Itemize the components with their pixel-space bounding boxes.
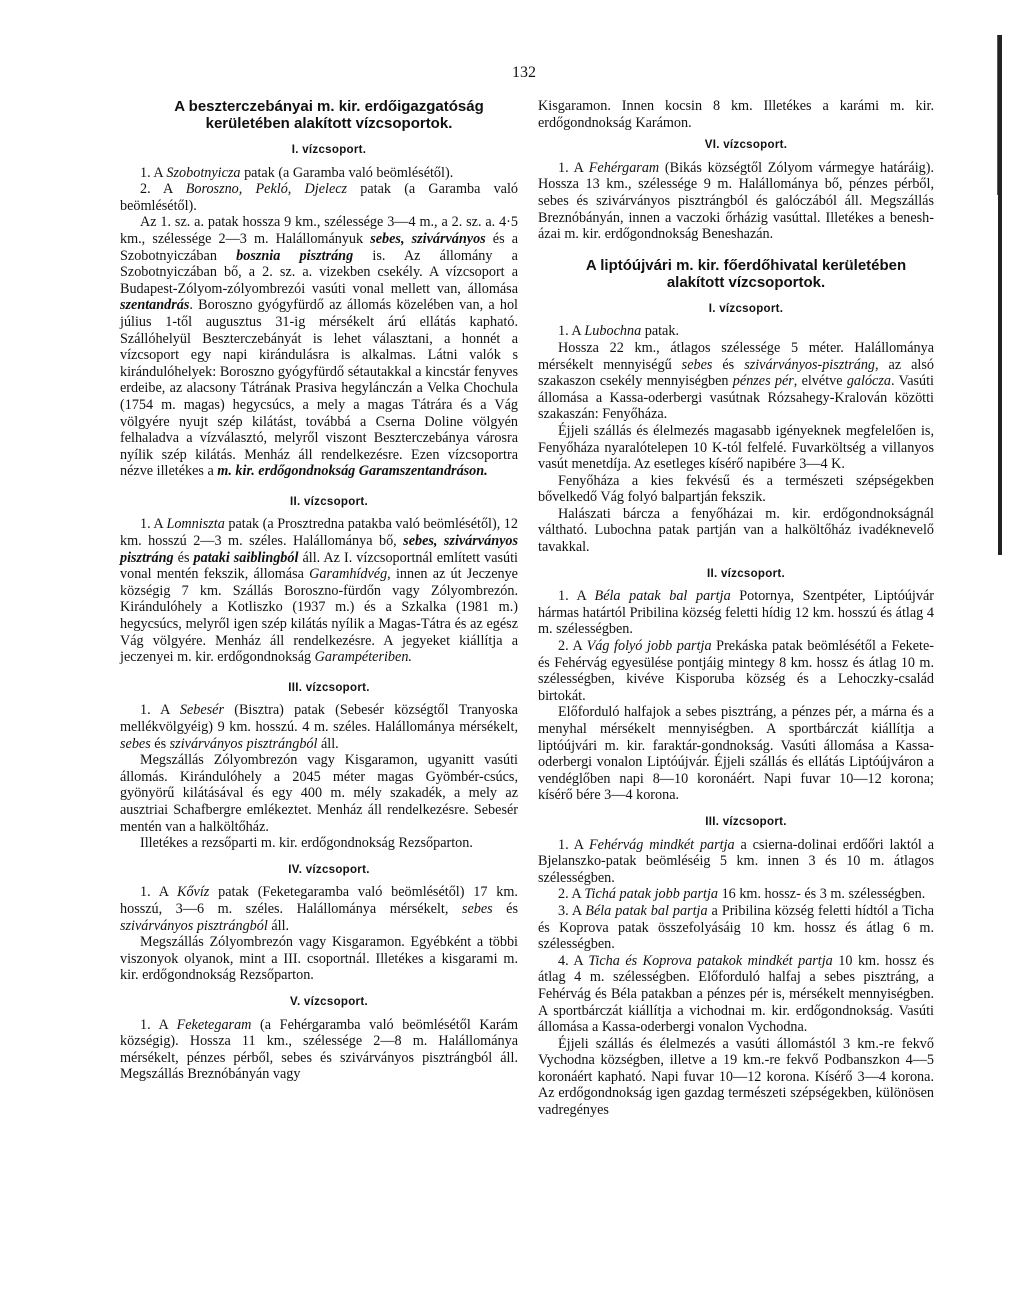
paragraph: Fenyőháza a kies fekvésű és a természeti szépségekben bővelkedő Vág folyó balpartján fekszik. [538,472,934,506]
paragraph: Az 1. sz. a. patak hossza 9 km., szélessége 3—4 m., a 2. sz. a. 4·5 km., szélessége 2—3 m. Halállományuk sebes, szivárványos és a Szobotnyiczában bosznia pisztráng is. Az állomány a Szobotnyiczában bő, a 2. sz. a. vizekben csekély. A vízcsoport a Budapest-Zólyom-zólyombrezói vasúti vonal mellett van, állomása szentandrás. Boroszno gyógyfürdő az állomás közelében van, a hol július 1-től augusztus 31-ig mérsékelt árú ellátás kapható. Szállóhelyül Beszterczebányát is lehet választani, a honnét a vízcsoport egy napi kirándulásra is alkalmas. Látni valók s kirándulóhelyek: Boroszno gyógyfürdő sétautakkal a kincstár fenyves erdeibe, az alacsony Tátrának Prasiva hegylánczán a Velka Chochula (1754 m. magas) hegycsúcs, a mely a magas Tátrára és a Vág völgyére nyujt szép kilátást, továbbá a Cserna Doline völgyén felhaladva a vízválasztó, melyről viszont Beszterczebánya városra nyílik szép kilátás. Menház áll rendelkezésre. Ezen vízcsoportra nézve illetékes a m. kir. erdőgondnokság Garamszentandráson. [120,214,518,480]
right-column [538,98,934,1119]
group-title: III. vízcsoport. [288,681,370,694]
group-title: I. vízcsoport. [708,302,784,315]
paragraph: 3. A Béla patak bal partja a Pribilina község feletti hídtól a Ticha és Koprova patak összefolyásáig 10 km. hossz és átlag 6 m. szélességben. [538,902,934,953]
paragraph: 1. A Feketegaram (a Fehérgaramba való beömlésétől Karám községig). Hossza 11 km., szélessége 2—8 m. Halállománya mérsékelt, pénzes pérből, sebes és szivárványos pisztrángból áll. Megszállás Breznóbányán vagy [120,1016,518,1083]
paragraph: Hossza 22 km., átlagos szélessége 5 méter. Halállománya mérsékelt mennyiségű sebes és szivárványos-pisztráng, az alsó szakaszon csekély mennyiségben pénzes pér, elvétve galócza. Vasúti állomása a Kassa-oderbergi vasútnak Rózsahegy-Kralován közötti szakaszán: Fenyőháza. [538,339,934,423]
paragraph: 1. A Kővíz patak (Feketegaramba való beömlésétől) 17 km. hosszú, 3—6 m. széles. Halállománya mérsékelt, sebes és szivárványos pisztrángból áll. [120,884,518,934]
group-title: III. vízcsoport. [705,815,787,828]
group-title: I. vízcsoport. [291,144,367,156]
paragraph: 2. A Vág folyó jobb partja Prekáska patak beömlésétől a Fekete- és Fehérvág egyesülése pontjáig mintegy 8 km. hossz és átlag 10 m. szélességben, kivéve Kisporuba község és a Lehoczky-család birtokát. [538,638,934,704]
paragraph: Halászati bárcza a fenyőházai m. kir. erdőgondnokságnál váltható. Lubochna patak partján van a halköltőház ivadéknevelő tavakkal. [538,505,934,556]
paragraph: Kisgaramon. Innen kocsin 8 km. Illetékes a karámi m. kir. erdőgondnokság Karámon. [538,98,934,131]
left-heading-line-1: A beszterczebányai m. kir. erdőigazgatóság [174,98,484,115]
paragraph: 1. A Lubochna patak. [558,323,679,340]
left-column [120,98,518,1083]
paragraph: Illetékes a rezsőparti m. kir. erdőgondnokság Rezsőparton. [140,835,473,852]
paragraph: Megszállás Zólyombrezón vagy Kisgaramon, ugyanitt vasúti állomás. Kirándulóhely a 2045 méter magas Gyömbér-csúcs, gyönyörű kilátásával és egy 400 m. mély szakadék, a mely az ausztriai Schafbergre emlékeztet. Menház áll rendelkezésre. Sebesér mentén van a halköltőház. [120,752,518,835]
paragraph: Megszállás Zólyombrezón vagy Kisgaramon. Egyébként a többi viszonyok olyanok, mint a III. csoportnál. Illetékes a kisgarami m. kir. erdőgondnokság Rezsőparton. [120,934,518,984]
right-heading-line-1: A liptóújvári m. kir. főerdőhivatal kerületében [585,256,907,274]
paragraph: 1. A Fehérvág mindkét partja a csierna-dolinai erdőőri laktól a Bjelanszko-patak beömléséig 5 km. innen 3 és 10 m. átlagos szélességben. [538,836,934,886]
scan-edge-mark [998,35,1002,555]
paragraph: 1. A Béla patak bal partja Potornya, Szentpéter, Liptóújvár hármas határtól Pribilina község feletti hídig 12 km. hosszú és átlag 4 m. szélességben. [538,588,934,638]
paragraph: 1. A Sebesér (Bisztra) patak (Sebesér községtől Tranyoska mellékvölgyéig) 9 km. hosszú. 4 m. széles. Halállománya mérsékelt, sebes és szivárványos pisztrángból áll. [120,702,518,752]
paragraph: 1. A Lomniszta patak (a Prosztredna patakba való beömlésétől), 12 km. hosszú 2—3 m. széles. Halállománya bő, sebes, szivárványos pisztráng és pataki saiblingból áll. Az I. vízcsoportnál említett vasúti vonal mentén fekszik, állomása Garamhídvég, innen az út Jeczenye községig 7 km. Szállás Boroszno-fürdőn vagy Zólyombrezón. Kirándulóhely a Kotliszko (1937 m.) és a Szkalka (1981 m.) hegycsúcs, melyről igen szép kilátás nyílik a Magas-Tátra és az egész Vág völgyére. Menház áll rendelkezésre. A jegyeket kiállítja a jeczenyei m. kir. erdőgondnokság Garampéteriben. [120,516,519,666]
paragraph: 2. A Tichá patak jobb partja 16 km. hossz- és 3 m. szélességben. [558,886,926,903]
group-title: V. vízcsoport. [290,995,368,1008]
paragraph: 1. A Fehérgaram (Bikás községtől Zólyom vármegye határáig). Hossza 13 km., szélessége 9 m. Halállománya bő, pénzes pérből, sebes és szivárványos pisztrángból és galóczából áll. Megszállás Breznóbányán, innen a vaczoki őrházig vasúttal. Illetékes a benesh-ázai m. kir. erdőgondnokság Beneshazán. [538,159,934,243]
paragraph: Éjjeli szállás és élelmezés a vasúti állomástól 3 km.-re fekvő Vychodna községben, illetve a 19 km.-re fekvő Podbanszkon 4—5 koronáért kapható. Napi fuvar 10—12 korona. Kísérő 3—4 korona. Az erdőgondnokság igen gazdag természeti szépségekben, különösen vadregényes [538,1035,934,1119]
paragraph: 2. A Boroszno, Pekló, Djelecz patak (a Garamba való beömlésétől). [120,181,518,214]
group-title: VI. vízcsoport. [704,139,788,152]
group-title: II. vízcsoport. [290,495,368,508]
paragraph: 1. A Szobotnyicza patak (a Garamba való beömlésétől). [140,164,454,181]
group-title: IV. vízcsoport. [288,863,370,876]
right-heading-line-2: alakított vízcsoportok. [666,273,826,291]
page-number: 132 [512,64,536,81]
paragraph: 4. A Ticha és Koprova patakok mindkét partja 10 km. hossz és átlag 4 m. szélességben. Előforduló halfaj a sebes pisztráng, a Fehérvág és Béla patakban a pénzes pér is, mérsékelt mennyiségben. A sportbárczát kiállítja a vichodnai m. kir. erdőgondnokság. Vasúti állomása a Kassa-oderbergi vonalon Vychodna. [538,952,934,1036]
paragraph: Éjjeli szállás és élelmezés magasabb igényeknek megfelelően is, Fenyőháza nyaralótelepen 10 K-tól felfelé. Fuvarköltség a villanyos vasút menetdíja. Az esetleges kísérő napibére 3—4 K. [538,422,934,473]
scan-edge-line [997,35,998,195]
paragraph: Előforduló halfajok a sebes pisztráng, a pénzes pér, a márna és a menyhal mérsékelt mennyiségben. A sportbárczát kiállítja a liptóújvári m. kir. faraktár-gondnokság. Vasúti állomása a Kassa-oderbergi vonalon Liptóújvár. Éjjeli szállás és ellátás Liptóújváron a vendéglőben napi 8—10 koronáért. Napi fuvar 10—12 korona; kísérő bére 3—4 korona. [538,704,934,804]
group-title: II. vízcsoport. [707,567,785,580]
left-heading-line-2: kerületében alakított vízcsoportok. [205,115,453,132]
